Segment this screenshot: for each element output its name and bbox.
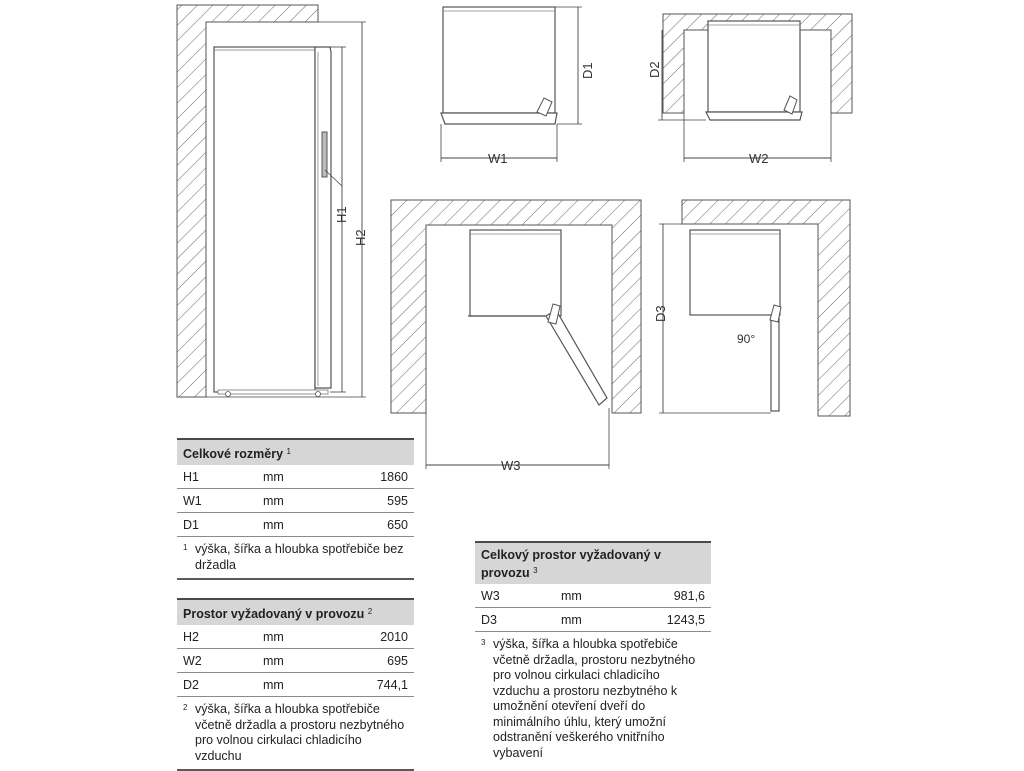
table-overall-dimensions — [177, 438, 414, 580]
top-view-w1-d1 — [441, 7, 595, 166]
table-footnote: 3 výška, šířka a hloubka spotřebiče včetně držadla, prostoru nezbytného pro volnou cirkulaci chladicího vzduchu a prostoru nezbytného k umožnění otevření dveří do minimálního úhlu, který umožní odstranění veškerého vnitřního vybavení — [481, 637, 696, 760]
top-view-w3 — [391, 200, 641, 473]
label-w1: W1 — [488, 151, 508, 166]
table-title: Celkový prostor vyžadovaný v provozu $^3$ — [475, 541, 711, 584]
appliance-top-2 — [708, 21, 800, 112]
table-row: D1 mm 650 — [177, 513, 414, 537]
door-top-1 — [441, 113, 557, 124]
top-view-w2-d2 — [647, 14, 852, 166]
table-row: W2 mm 695 — [177, 649, 414, 673]
table-space-in-use — [177, 598, 414, 771]
label-d2: D2 — [647, 61, 662, 78]
label-w3: W3 — [501, 458, 521, 473]
table-row: H1 mm 1860 — [177, 465, 414, 489]
label-w2: W2 — [749, 151, 769, 166]
door-top-2 — [706, 112, 802, 120]
appliance-base — [218, 390, 328, 394]
label-h1: H1 — [334, 206, 349, 223]
table-row: D3 mm 1243,5 — [475, 608, 711, 632]
label-d1: D1 — [580, 62, 595, 79]
top-view-d3 — [653, 200, 850, 416]
table-row: W1 mm 595 — [177, 489, 414, 513]
table-title: Prostor vyžadovaný v provozu $^2$ — [177, 598, 414, 625]
table-total-space — [475, 541, 711, 766]
label-h2: H2 — [353, 229, 368, 246]
front-foot — [226, 392, 231, 397]
appliance-top-4 — [690, 230, 780, 315]
door-open-d3 — [771, 315, 779, 411]
table-row: W3 mm 981,6 — [475, 584, 711, 608]
table-footnote: 2 výška, šířka a hloubka spotřebiče včetně držadla a prostoru nezbytného pro volnou cirkulaci chladicího vzduchu — [177, 697, 414, 771]
appliance-top-3 — [470, 230, 561, 316]
door-profile-side — [315, 47, 331, 388]
table-title: Celkové rozměry $^1$ — [177, 438, 414, 465]
door-handle-side — [322, 132, 327, 177]
appliance-top-1 — [443, 7, 555, 113]
side-view — [177, 5, 368, 397]
label-angle-90: 90° — [737, 332, 756, 346]
appliance-body-side — [214, 47, 315, 392]
table-row: D2 mm 744,1 — [177, 673, 414, 697]
table-footnote: 1 výška, šířka a hloubka spotřebiče bez držadla — [177, 537, 414, 580]
label-d3: D3 — [653, 305, 668, 322]
table-row: H2 mm 2010 — [177, 625, 414, 649]
rear-foot — [316, 392, 321, 397]
